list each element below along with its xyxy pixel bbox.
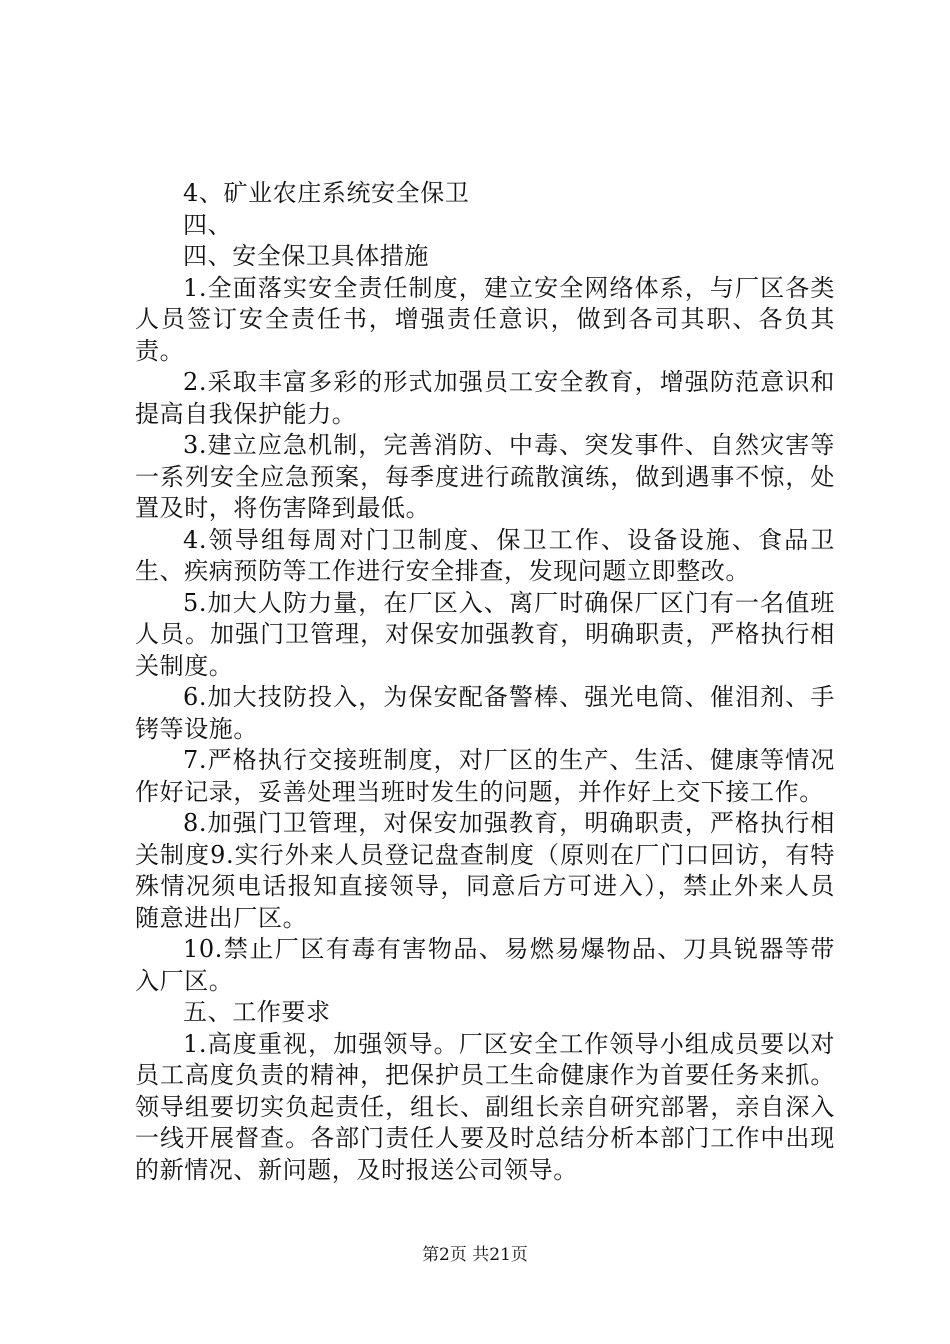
paragraph-measure-3: 3.建立应急机制，完善消防、中毒、突发事件、自然灾害等一系列安全应急预案，每季度进行疏散演练，做到遇事不惊，处置及时，将伤害降到最低。	[135, 431, 835, 522]
paragraph-measure-4: 4.领导组每周对门卫制度、保卫工作、设备设施、食品卫生、疾病预防等工作进行安全排查，发现问题立即整改。	[135, 525, 835, 585]
paragraph-measure-5: 5.加大人防力量，在厂区入、离厂时确保厂区门有一名值班人员。加强门卫管理，对保安加强教育，明确职责，严格执行相关制度。	[135, 588, 835, 680]
section-heading-requirements: 五、工作要求	[183, 998, 331, 1026]
paragraph-measure-8-9: 8.加强门卫管理，对保安加强教育，明确职责，严格执行相关制度9.实行外来人员登记盘查制度（原则在厂门口回访，有特殊情况须电话报知直接领导，同意后方可进入），禁止外来人员随意进出厂区。	[135, 809, 835, 932]
paragraph-measure-7: 7.严格执行交接班制度，对厂区的生产、生活、健康等情况作好记录，妥善处理当班时发生的问题，并作好上交下接工作。	[135, 746, 835, 806]
paragraph-requirement-1: 1.高度重视，加强领导。厂区安全工作领导小组成员要以对员工高度负责的精神，把保护员工生命健康作为首要任务来抓。领导组要切实负起责任，组长、副组长亲自研究部署，亲自深入一线开展督查。各部门责任人要及时总结分析本部门工作中出现的新情况、新问题，及时报送公司领导。	[135, 1029, 835, 1184]
document-body	[135, 178, 835, 1186]
paragraph-measure-1: 1.全面落实安全责任制度，建立安全网络体系，与厂区各类人员签订安全责任书，增强责任意识，做到各司其职、各负其责。	[135, 273, 835, 365]
paragraph-heading-fragment: 四、	[183, 210, 233, 239]
paragraph-measure-6: 6.加大技防投入，为保安配备警棒、强光电筒、催泪剂、手铐等设施。	[135, 683, 835, 743]
paragraph-section-4-item: 4、矿业农庄系统安全保卫	[183, 179, 470, 207]
paragraph-measure-10: 10.禁止厂区有毒有害物品、易燃易爆物品、刀具锐器等带入厂区。	[135, 935, 835, 995]
page-footer: 第2页 共21页	[422, 1245, 528, 1265]
section-heading-measures: 四、安全保卫具体措施	[183, 242, 429, 270]
paragraph-measure-2: 2.采取丰富多彩的形式加强员工安全教育，增强防范意识和提高自我保护能力。	[135, 368, 835, 428]
